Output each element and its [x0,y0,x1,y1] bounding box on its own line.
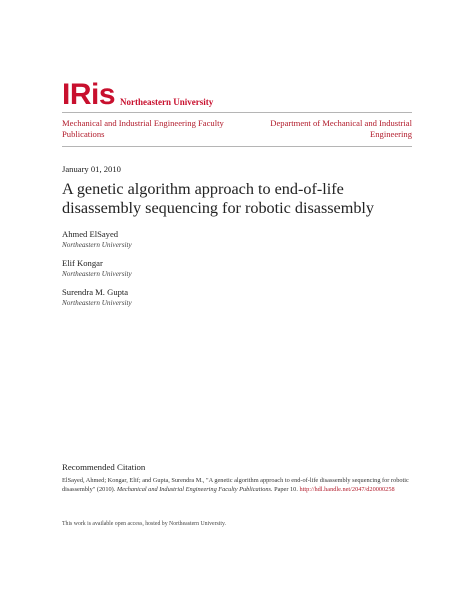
citation-text [62,476,412,494]
citation-paper-number: Paper 10. [272,486,300,493]
recommended-citation-heading: Recommended Citation [62,462,146,472]
publication-date: January 01, 2010 [62,164,121,174]
citation-journal: Mechanical and Industrial Engineering Faculty Publications. [116,486,273,493]
header-top-rule [62,112,412,113]
open-access-note: This work is available open access, hosted by Northeastern University. [62,521,226,527]
author-affiliation: Northeastern University [62,270,132,278]
header-links [62,118,412,140]
author-affiliation: Northeastern University [62,299,132,307]
logo-mark: IRis [62,78,116,111]
author-name[interactable]: Ahmed ElSayed [62,229,119,239]
author-block [62,287,132,308]
department-link[interactable]: Department of Mechanical and Industrial Engineering [270,118,412,139]
handle-link[interactable]: http://hdl.handle.net/2047/d20000258 [299,486,395,493]
header-bottom-rule [62,146,412,147]
logo-university-name: Northeastern University [120,97,214,107]
author-name[interactable]: Elif Kongar [62,258,103,268]
iris-logo[interactable] [62,78,214,111]
author-block [62,229,132,250]
citation-authors-title: ElSayed, Ahmed; Kongar, Elif; and Gupta, Surendra M., "A genetic algorithm approach to end-of-life disassembly sequencing for robotic disassembly" (2010). [62,477,409,493]
author-block [62,258,132,279]
collection-link[interactable]: Mechanical and Industrial Engineering Faculty Publications [62,118,224,139]
paper-title: A genetic algorithm approach to end-of-life disassembly sequencing for robotic disassembly [62,180,375,217]
author-affiliation: Northeastern University [62,241,132,249]
author-name[interactable]: Surendra M. Gupta [62,287,129,297]
